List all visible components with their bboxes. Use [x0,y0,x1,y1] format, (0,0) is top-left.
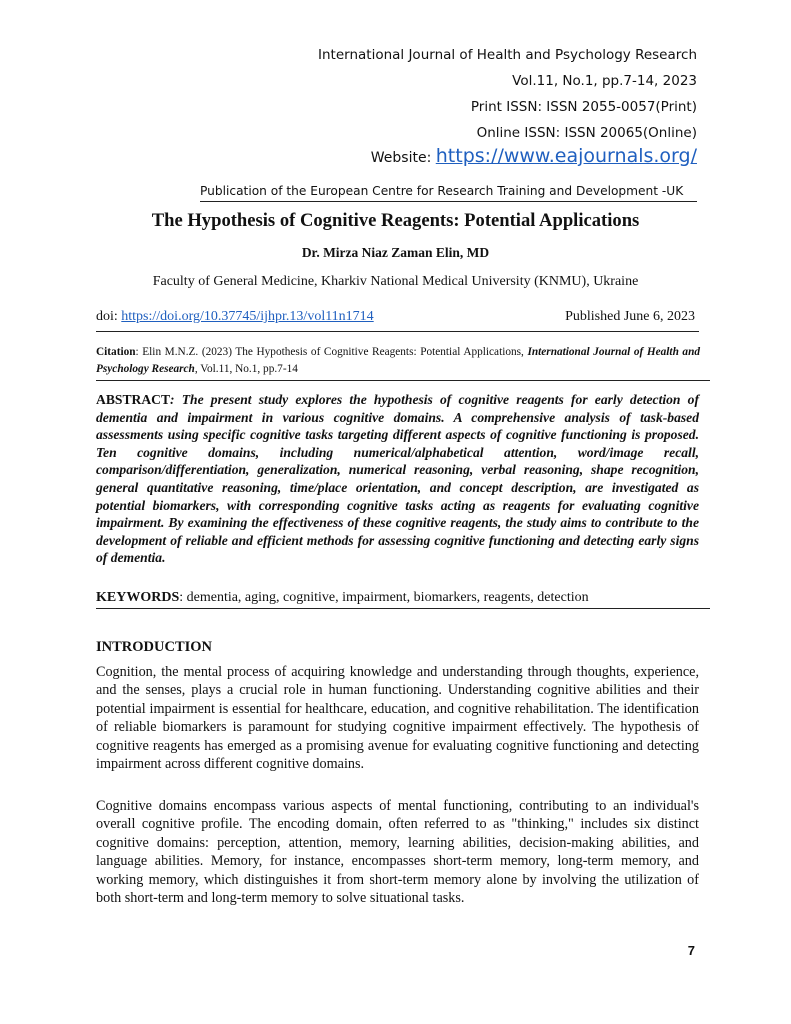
citation-rule [96,380,710,381]
online-issn: Online ISSN: ISSN 20065(Online) [476,125,697,141]
website-link[interactable]: https://www.eajournals.org/ [435,145,697,167]
website-label: Website: [370,150,436,166]
keywords-label: KEYWORDS [96,590,180,605]
introduction-paragraph: Cognition, the mental process of acquiring knowledge and understanding through thoughts, experience, and the senses, plays a crucial role in human functioning. Understanding cognitive abilities and their potential impairment is essential for healthcare, education, and cognitive rehabilitation. The identification of reliable biomarkers is paramount for studying cognitive impairment effectively. The hypothesis of cognitive reagents has emerged as a promising avenue for evaluating cognitive functioning and detecting impairment across different cognitive domains. [96,664,699,773]
doi-label: doi: [96,309,122,324]
keywords-line [96,590,699,606]
volume-info: Vol.11, No.1, pp.7-14, 2023 [512,73,697,89]
doi-line [96,309,374,325]
doi-rule [96,331,699,332]
abstract-block [96,391,699,567]
abstract-text: : The present study explores the hypothesis of cognitive reagents for early detection of dementia and impairment in various cognitive domains. A comprehensive analysis of task-based assessments using specific cognitive tasks targeting different aspects of cognitive functioning is proposed. Ten cognitive domains, including numerical/alphabetical attention, word/image recall, comparison/differentiation, generalization, numerical reasoning, verbal reasoning, shape recognition, general quantitative reasoning, time/place orientation, and concept description, are investigated as potential biomarkers, with corresponding cognitive tasks acting as reagents for evaluating cognitive impairment. By examining the effectiveness of these cognitive reagents, the study aims to contribute to the development of reliable and efficient methods for assessing cognitive functioning and detecting early signs of dementia. [96,392,699,566]
header-rule [200,201,697,202]
citation-text: : Elin M.N.Z. (2023) The Hypothesis of Cognitive Reagents: Potential Applications, [135,346,528,358]
journal-name: International Journal of Health and Psychology Research [318,47,697,63]
article-title: The Hypothesis of Cognitive Reagents: Potential Applications [151,210,640,231]
page-number: 7 [687,943,695,958]
website-line [371,145,697,167]
keywords-text: : dementia, aging, cognitive, impairment, biomarkers, reagents, detection [179,590,589,605]
published-date: Published June 6, 2023 [565,309,695,324]
citation-journal: International Journal of Health and Psychology Research [96,346,701,375]
citation-block [96,344,700,378]
abstract-label: ABSTRACT [96,392,171,407]
introduction-paragraph: Cognitive domains encompass various aspects of mental functioning, contributing to an individual's overall cognitive profile. The encoding domain, often referred to as "thinking," includes six distinct cognitive domains: perception, attention, memory, learning abilities, decision-making abilities, and language abilities. Memory, for instance, encompasses short-term memory, long-term memory, and working memory, which distinguishes it from short-term memory alone by involving the utilization of both short-term and long-term memory to solve situational tasks. [96,798,699,907]
keywords-rule [96,608,710,609]
affiliation: Faculty of General Medicine, Kharkiv National Medical University (KNMU), Ukraine [152,274,639,289]
citation-label: Citation [96,346,136,358]
author-name: Dr. Mirza Niaz Zaman Elin, MD [301,245,490,260]
publisher-line: Publication of the European Centre for Research Training and Development -UK [200,184,684,198]
doi-link[interactable]: https://doi.org/10.37745/ijhpr.13/vol11n1714 [121,309,374,324]
citation-tail: , Vol.11, No.1, pp.7-14 [194,363,298,375]
introduction-heading: INTRODUCTION [96,639,213,655]
print-issn: Print ISSN: ISSN 2055-0057(Print) [470,99,697,115]
